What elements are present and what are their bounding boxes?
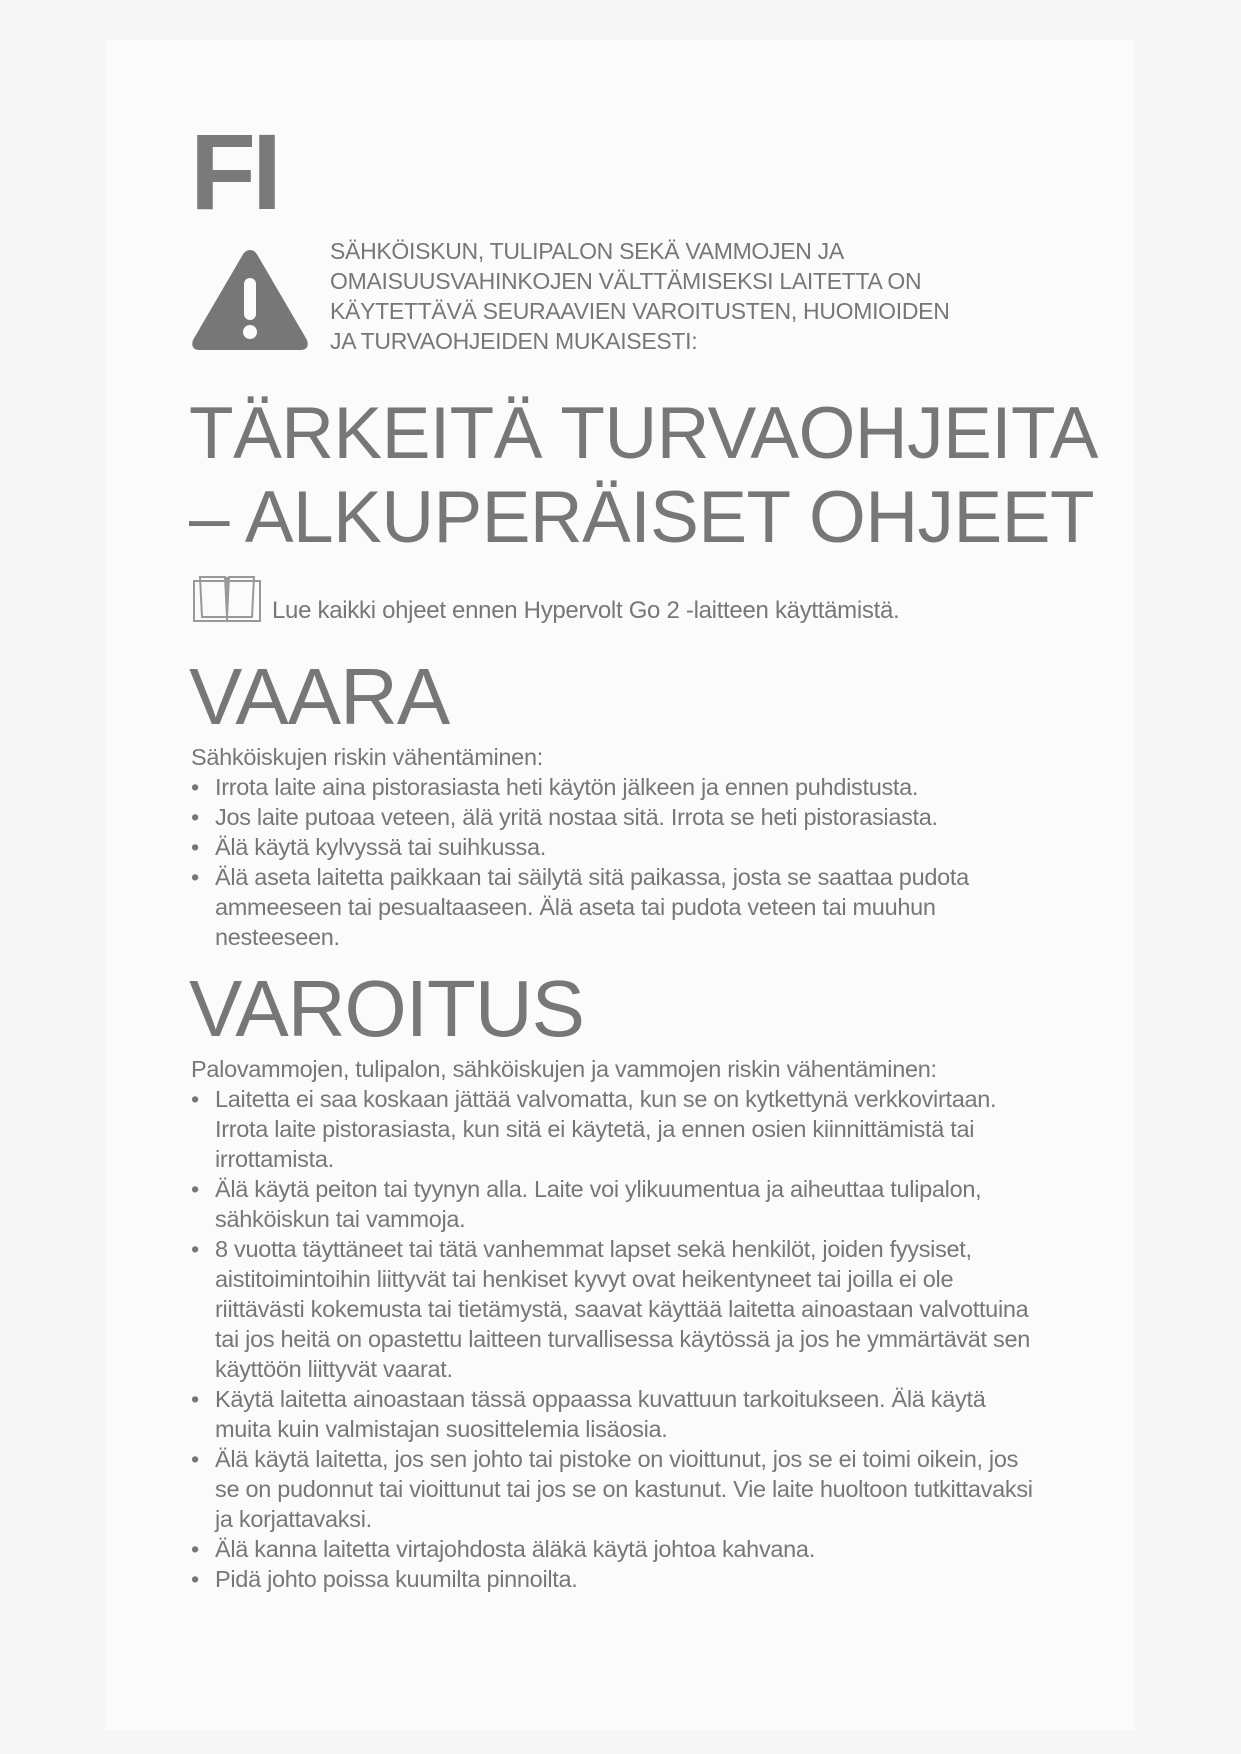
language-code: FI [190, 111, 278, 232]
list-item: • 8 vuotta täyttäneet tai tätä vanhemmat lapset sekä henkilöt, joiden fyysiset, aistitoimintoihin liittyvät tai henkiset kyvyt ovat heikentyneet tai joilla ei ole riittävästi kokemusta tai tietämystä, saavat käyttää laitetta ainoastaan valvottuina tai jos heitä on opastettu laitteen turvallisessa käytössä ja jos he ymmärtävät sen käyttöön liittyvät vaarat. [191, 1234, 1045, 1384]
warning-list [189, 1084, 1049, 1594]
list-item: • Älä käytä peiton tai tyynyn alla. Laite voi ylikuumentua ja aiheuttaa tulipalon, sähköiskun tai vammoja. [191, 1174, 1045, 1234]
warning-intro-line: OMAISUUSVAHINKOJEN VÄLTTÄMISEKSI LAITETTA ON [330, 268, 922, 294]
danger-section [189, 652, 1049, 952]
list-item: • Älä aseta laitetta paikkaan tai säilytä sitä paikassa, josta se saattaa pudota ammeeseen tai pesualtaaseen. Älä aseta tai pudota veteen tai muuhun nesteeseen. [191, 862, 1045, 952]
book-icon [190, 575, 264, 625]
warning-intro-line: JA TURVAOHJEIDEN MUKAISESTI: [330, 328, 698, 354]
list-item: • Laitetta ei saa koskaan jättää valvomatta, kun se on kytkettynä verkkovirtaan. Irrota laite pistorasiasta, kun sitä ei käytetä, ja ennen osien kiinnittämistä tai irrottamista. [191, 1084, 1045, 1174]
danger-heading: VAARA [189, 652, 450, 741]
list-item: • Älä käytä laitetta, jos sen johto tai pistoke on vioittunut, jos se ei toimi oikein, jos se on pudonnut tai vioittunut tai jos se on kastunut. Vie laite huoltoon tutkittavaksi ja korjattavaksi. [191, 1444, 1045, 1534]
list-item: • Käytä laitetta ainoastaan tässä oppaassa kuvattuun tarkoitukseen. Älä käytä muita kuin valmistajan suosittelemia lisäosia. [191, 1384, 1045, 1444]
list-item: • Irrota laite aina pistorasiasta heti käytön jälkeen ja ennen puhdistusta. [191, 772, 1045, 802]
title-line: – ALKUPERÄISET OHJEET [189, 477, 1095, 558]
read-instructions-note: Lue kaikki ohjeet ennen Hypervolt Go 2 -laitteen käyttämistä. [272, 597, 900, 624]
page-title [189, 392, 1098, 560]
danger-list [189, 772, 1049, 952]
warning-triangle-icon [189, 246, 311, 354]
warning-subtitle: Palovammojen, tulipalon, sähköiskujen ja vammojen riskin vähentäminen: [191, 1056, 937, 1082]
warning-intro [330, 236, 1030, 356]
list-item: • Älä käytä kylvyssä tai suihkussa. [191, 832, 1045, 862]
warning-intro-line: SÄHKÖISKUN, TULIPALON SEKÄ VAMMOJEN JA [330, 238, 844, 264]
list-item: • Jos laite putoaa veteen, älä yritä nostaa sitä. Irrota se heti pistorasiasta. [191, 802, 1045, 832]
list-item: • Pidä johto poissa kuumilta pinnoilta. [191, 1564, 1045, 1594]
danger-subtitle: Sähköiskujen riskin vähentäminen: [191, 744, 543, 770]
warning-intro-line: KÄYTETTÄVÄ SEURAAVIEN VAROITUSTEN, HUOMIOIDEN [330, 298, 950, 324]
list-item: • Älä kanna laitetta virtajohdosta äläkä käytä johtoa kahvana. [191, 1534, 1045, 1564]
title-line: TÄRKEITÄ TURVAOHJEITA [189, 393, 1098, 474]
warning-section [189, 964, 1049, 1594]
warning-heading: VAROITUS [189, 964, 585, 1053]
